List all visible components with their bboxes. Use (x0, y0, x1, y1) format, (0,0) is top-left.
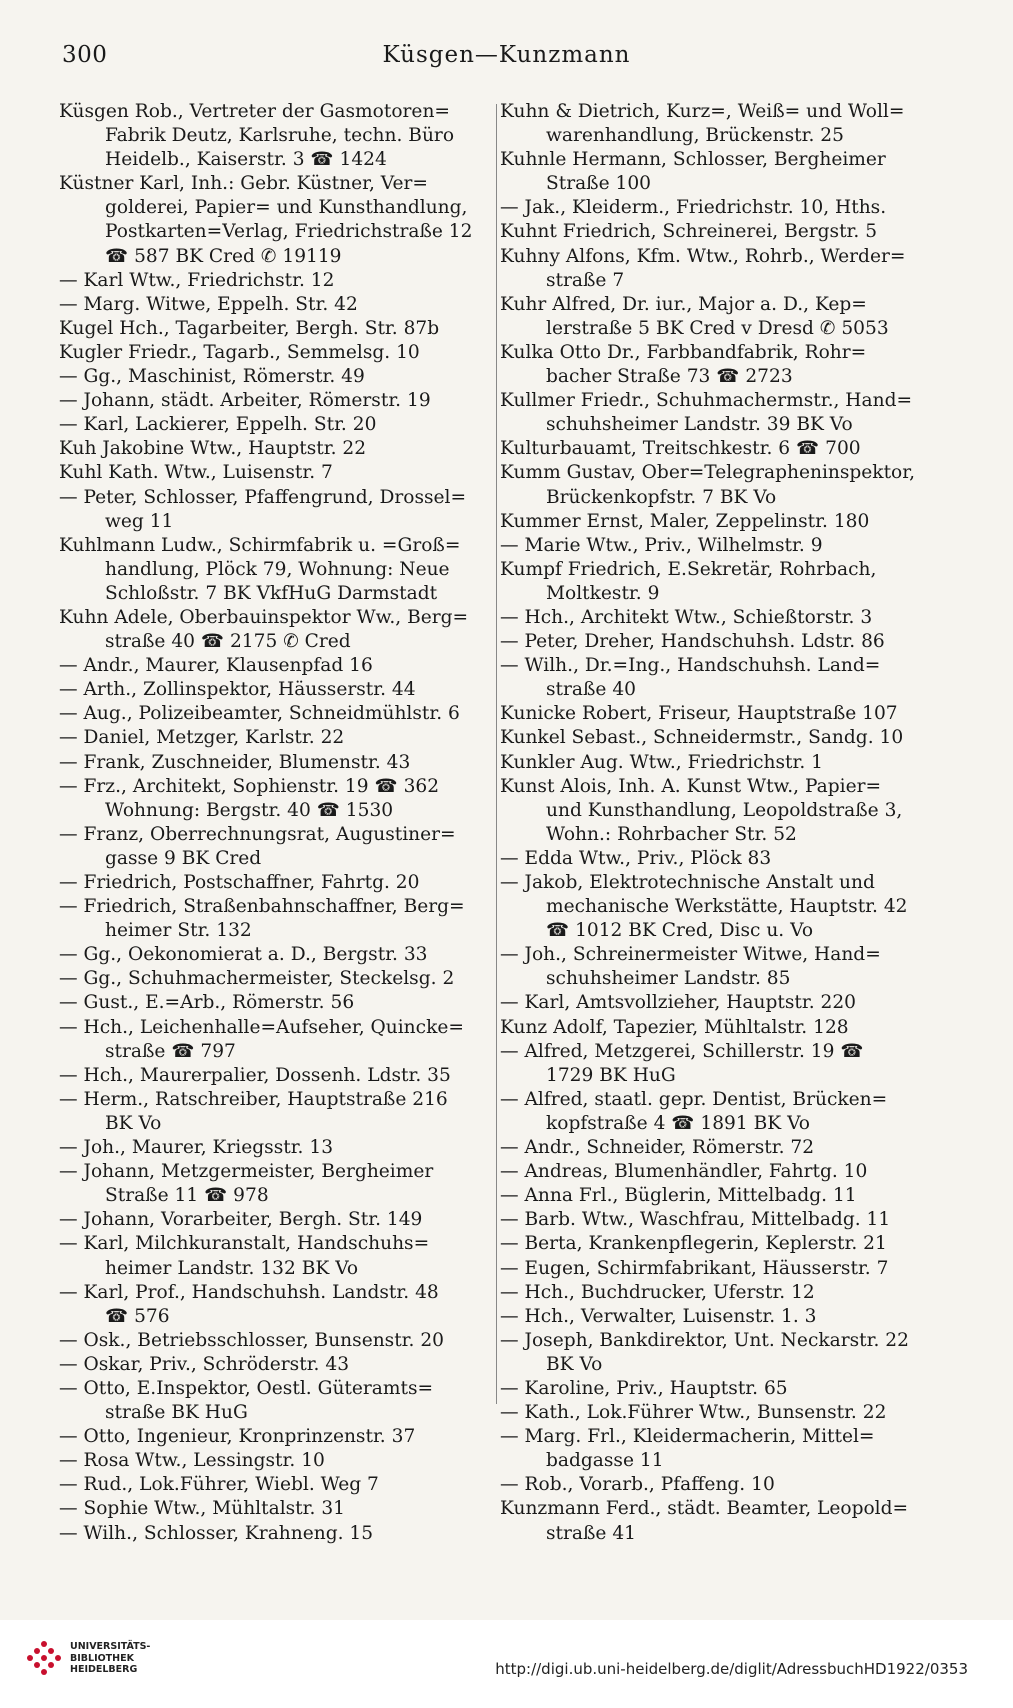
entry-continuation-line: golderei, Papier= und Kunsthandlung, (105, 197, 468, 219)
directory-entry-line: — Rud., Lok.Führer, Wiebl. Weg 7 (59, 1474, 379, 1496)
directory-entry-line: Kunz Adolf, Tapezier, Mühltalstr. 128 (500, 1016, 849, 1038)
directory-entry-line: — Arth., Zollinspektor, Häusserstr. 44 (59, 679, 416, 701)
directory-entry-line: — Hch., Verwalter, Luisenstr. 1. 3 (500, 1305, 817, 1327)
directory-entry-line: Kumpf Friedrich, E.Sekretär, Rohrbach, (500, 558, 877, 580)
directory-entry-line: — Gust., E.=Arb., Römerstr. 56 (59, 992, 355, 1014)
entry-continuation-line: straße 40 (546, 679, 636, 701)
directory-entry-line: — Herm., Ratschreiber, Hauptstraße 216 (59, 1088, 448, 1110)
directory-entry-line: Kuhn & Dietrich, Kurz=, Weiß= und Woll= (500, 101, 905, 122)
entry-continuation-line: Postkarten=Verlag, Friedrichstraße 12 (105, 221, 473, 243)
entry-continuation-line: und Kunsthandlung, Leopoldstraße 3, (546, 799, 903, 821)
directory-entry-line: — Joseph, Bankdirektor, Unt. Neckarstr. 22 (500, 1329, 909, 1351)
directory-entry-line: — Oskar, Priv., Schröderstr. 43 (59, 1353, 350, 1375)
entry-continuation-line: warenhandlung, Brückenstr. 25 (546, 125, 844, 147)
directory-entry-line: Kumm Gustav, Ober=Telegrapheninspektor, (500, 462, 915, 484)
directory-entry-line: Kuhlmann Ludw., Schirmfabrik u. =Groß= (59, 534, 461, 556)
directory-entry-line: — Eugen, Schirmfabrikant, Häusserstr. 7 (500, 1257, 889, 1279)
directory-entry-line: Kuhny Alfons, Kfm. Wtw., Rohrb., Werder= (500, 245, 906, 267)
entry-continuation-line: kopfstraße 4 ☎ 1891 BK Vo (546, 1112, 810, 1134)
directory-entry-line: Kunkel Sebast., Schneidermstr., Sandg. 10 (500, 727, 904, 749)
source-url-link[interactable]: http://digi.ub.uni-heidelberg.de/diglit/AdressbuchHD1922/0353 (495, 1660, 968, 1678)
entry-continuation-line: 1729 BK HuG (546, 1064, 676, 1086)
directory-entry-line: Kunzmann Ferd., städt. Beamter, Leopold= (500, 1498, 909, 1520)
right-column (500, 100, 936, 1546)
directory-entry-line: — Alfred, Metzgerei, Schillerstr. 19 ☎ (500, 1040, 864, 1062)
entry-continuation-line: straße BK HuG (105, 1402, 248, 1424)
directory-entry-line: — Jak., Kleiderm., Friedrichstr. 10, Hths. (500, 197, 887, 219)
entry-continuation-line: BK Vo (546, 1353, 603, 1375)
entry-continuation-line: badgasse 11 (546, 1450, 664, 1472)
directory-entry-line: Kunicke Robert, Friseur, Hauptstraße 107 (500, 703, 898, 725)
directory-entry-line: — Marie Wtw., Priv., Wilhelmstr. 9 (500, 534, 823, 556)
directory-entry-line: — Gg., Maschinist, Römerstr. 49 (59, 366, 365, 388)
directory-entry-line: Küstner Karl, Inh.: Gebr. Küstner, Ver= (59, 173, 428, 195)
entry-continuation-line: Fabrik Deutz, Karlsruhe, techn. Büro (105, 125, 455, 147)
directory-entry-line: — Karl, Milchkuranstalt, Handschuhs= (59, 1233, 430, 1255)
entry-continuation-line: straße 41 (546, 1522, 636, 1544)
entry-continuation-line: straße ☎ 797 (105, 1040, 236, 1062)
directory-entry-line: — Andr., Maurer, Klausenpfad 16 (59, 655, 373, 677)
directory-entry-line: — Karl, Prof., Handschuhsh. Landstr. 48 (59, 1281, 439, 1303)
entry-continuation-line: ☎ 587 BK Cred ✆ 19119 (105, 245, 342, 267)
directory-entry-line: — Kath., Lok.Führer Wtw., Bunsenstr. 22 (500, 1402, 887, 1424)
directory-entry-line: — Edda Wtw., Priv., Plöck 83 (500, 847, 772, 869)
entry-continuation-line: weg 11 (105, 510, 174, 532)
directory-entry-line: — Peter, Dreher, Handschuhsh. Ldstr. 86 (500, 631, 885, 653)
directory-entry-line: — Johann, Vorarbeiter, Bergh. Str. 149 (59, 1209, 423, 1231)
directory-entry-line: Kugler Friedr., Tagarb., Semmelsg. 10 (59, 341, 420, 363)
entry-continuation-line: ☎ 576 (105, 1305, 170, 1327)
directory-entry-line: Kuhn Adele, Oberbauinspektor Ww., Berg= (59, 606, 469, 628)
entry-continuation-line: Brückenkopfstr. 7 BK Vo (546, 486, 777, 508)
library-name-line: UNIVERSITÄTS- (70, 1641, 151, 1652)
library-logo-icon (24, 1638, 64, 1678)
directory-entry-line: Kummer Ernst, Maler, Zeppelinstr. 180 (500, 510, 870, 532)
entry-continuation-line: Schloßstr. 7 BK VkfHuG Darmstadt (105, 582, 438, 604)
directory-entry-line: Kuhnle Hermann, Schlosser, Bergheimer (500, 149, 886, 171)
directory-entry-line: — Alfred, staatl. gepr. Dentist, Brücken= (500, 1088, 888, 1110)
directory-entry-line: — Johann, städt. Arbeiter, Römerstr. 19 (59, 390, 431, 412)
directory-entry-line: — Karl, Lackierer, Eppelh. Str. 20 (59, 414, 377, 436)
entry-continuation-line: Heidelb., Kaiserstr. 3 ☎ 1424 (105, 149, 387, 171)
directory-entry-line: Küsgen Rob., Vertreter der Gasmotoren= (59, 101, 450, 122)
left-column (59, 100, 494, 1546)
directory-entry-line: — Andr., Schneider, Römerstr. 72 (500, 1137, 815, 1159)
entry-continuation-line: heimer Landstr. 132 BK Vo (105, 1257, 359, 1279)
directory-entry-line: — Andreas, Blumenhändler, Fahrtg. 10 (500, 1161, 868, 1183)
directory-entry-line: — Otto, Ingenieur, Kronprinzenstr. 37 (59, 1426, 416, 1448)
directory-entry-line: — Peter, Schlosser, Pfaffengrund, Drossel= (59, 486, 467, 508)
library-name-line: HEIDELBERG (70, 1664, 138, 1675)
entry-continuation-line: straße 7 (546, 269, 625, 291)
directory-entry-line: — Karoline, Priv., Hauptstr. 65 (500, 1377, 788, 1399)
directory-entry-line: — Rosa Wtw., Lessingstr. 10 (59, 1450, 325, 1472)
directory-entry-line: — Joh., Maurer, Kriegsstr. 13 (59, 1137, 334, 1159)
directory-entry-line: Kulka Otto Dr., Farbbandfabrik, Rohr= (500, 341, 867, 363)
directory-entry-line: — Gg., Schuhmachermeister, Steckelsg. 2 (59, 968, 455, 990)
directory-entry-line: — Frank, Zuschneider, Blumenstr. 43 (59, 751, 411, 773)
directory-entry-line: — Friedrich, Postschaffner, Fahrtg. 20 (59, 872, 420, 893)
directory-entry-line: — Joh., Schreinermeister Witwe, Hand= (500, 944, 881, 966)
directory-entry-line: Kulturbauamt, Treitschkestr. 6 ☎ 700 (500, 438, 861, 460)
directory-entry-line: — Wilh., Schlosser, Krahneng. 15 (59, 1522, 374, 1544)
directory-entry-line: Kuhnt Friedrich, Schreinerei, Bergstr. 5 (500, 221, 878, 243)
entry-continuation-line: schuhsheimer Landstr. 85 (546, 968, 791, 990)
entry-continuation-line: lerstraße 5 BK Cred v Dresd ✆ 5053 (546, 317, 889, 339)
directory-entry-line: — Gg., Oekonomierat a. D., Bergstr. 33 (59, 944, 428, 966)
directory-entry-line: — Marg. Frl., Kleidermacherin, Mittel= (500, 1426, 875, 1448)
entry-continuation-line: Wohn.: Rohrbacher Str. 52 (546, 823, 797, 845)
directory-entry-line: — Sophie Wtw., Mühltalstr. 31 (59, 1498, 345, 1520)
entry-continuation-line: BK Vo (105, 1112, 162, 1134)
directory-entry-line: Kunst Alois, Inh. A. Kunst Wtw., Papier= (500, 775, 882, 797)
running-head: Küsgen—Kunzmann (382, 42, 631, 68)
directory-entry-line: Kuh Jakobine Wtw., Hauptstr. 22 (59, 438, 367, 460)
directory-entry-line: — Franz, Oberrechnungsrat, Augustiner= (59, 823, 456, 845)
directory-entry-line: — Hch., Architekt Wtw., Schießtorstr. 3 (500, 606, 873, 628)
entry-continuation-line: heimer Str. 132 (105, 920, 252, 942)
directory-entry-line: — Rob., Vorarb., Pfaffeng. 10 (500, 1474, 775, 1496)
entry-continuation-line: Wohnung: Bergstr. 40 ☎ 1530 (105, 799, 394, 821)
directory-entry-line: — Hch., Leichenhalle=Aufseher, Quincke= (59, 1016, 464, 1038)
directory-entry-line: Kunkler Aug. Wtw., Friedrichstr. 1 (500, 751, 823, 773)
entry-continuation-line: straße 40 ☎ 2175 ✆ Cred (105, 631, 351, 653)
directory-entry-line: Kullmer Friedr., Schuhmachermstr., Hand= (500, 390, 913, 412)
entry-continuation-line: Straße 11 ☎ 978 (105, 1185, 269, 1207)
entry-continuation-line: Straße 100 (546, 173, 652, 195)
entry-continuation-line: mechanische Werkstätte, Hauptstr. 42 (546, 896, 908, 918)
directory-entry-line: — Frz., Architekt, Sophienstr. 19 ☎ 362 (59, 775, 440, 797)
directory-entry-line: — Hch., Maurerpalier, Dossenh. Ldstr. 35 (59, 1064, 451, 1086)
entry-continuation-line: handlung, Plöck 79, Wohnung: Neue (105, 558, 450, 580)
directory-entry-line: — Otto, E.Inspektor, Oestl. Güteramts= (59, 1377, 434, 1399)
library-name-line: BIBLIOTHEK (70, 1652, 134, 1664)
directory-entry-line: — Karl Wtw., Friedrichstr. 12 (59, 269, 335, 291)
entry-continuation-line: Moltkestr. 9 (546, 582, 660, 604)
entry-continuation-line: schuhsheimer Landstr. 39 BK Vo (546, 414, 853, 436)
directory-entry-line: — Hch., Buchdrucker, Uferstr. 12 (500, 1281, 815, 1303)
page-number: 300 (62, 42, 108, 68)
directory-entry-line: — Friedrich, Straßenbahnschaffner, Berg= (59, 896, 465, 918)
directory-entry-line: — Barb. Wtw., Waschfrau, Mittelbadg. 11 (500, 1209, 891, 1231)
directory-entry-line: — Aug., Polizeibeamter, Schneidmühlstr. 6 (59, 703, 460, 725)
entry-continuation-line: gasse 9 BK Cred (105, 847, 262, 869)
directory-entry-line: — Osk., Betriebsschlosser, Bunsenstr. 20 (59, 1329, 445, 1351)
directory-entry-line: — Jakob, Elektrotechnische Anstalt und (500, 872, 875, 893)
directory-entry-line: — Johann, Metzgermeister, Bergheimer (59, 1161, 434, 1183)
directory-entry-line: Kuhr Alfred, Dr. iur., Major a. D., Kep= (500, 293, 867, 315)
directory-entry-line: Kuhl Kath. Wtw., Luisenstr. 7 (59, 462, 333, 484)
entry-continuation-line: bacher Straße 73 ☎ 2723 (546, 366, 793, 388)
directory-entry-line: — Daniel, Metzger, Karlstr. 22 (59, 727, 345, 749)
entry-continuation-line: ☎ 1012 BK Cred, Disc u. Vo (546, 920, 814, 942)
directory-entry-line: — Wilh., Dr.=Ing., Handschuhsh. Land= (500, 655, 881, 677)
directory-entry-line: — Berta, Krankenpflegerin, Keplerstr. 21 (500, 1233, 887, 1255)
directory-entry-line: — Anna Frl., Büglerin, Mittelbadg. 11 (500, 1185, 857, 1207)
library-name (70, 1641, 150, 1676)
directory-entry-line: — Marg. Witwe, Eppelh. Str. 42 (59, 293, 358, 315)
directory-entry-line: Kugel Hch., Tagarbeiter, Bergh. Str. 87b (59, 317, 440, 339)
column-divider (496, 104, 497, 1404)
directory-entry-line: — Karl, Amtsvollzieher, Hauptstr. 220 (500, 992, 857, 1014)
